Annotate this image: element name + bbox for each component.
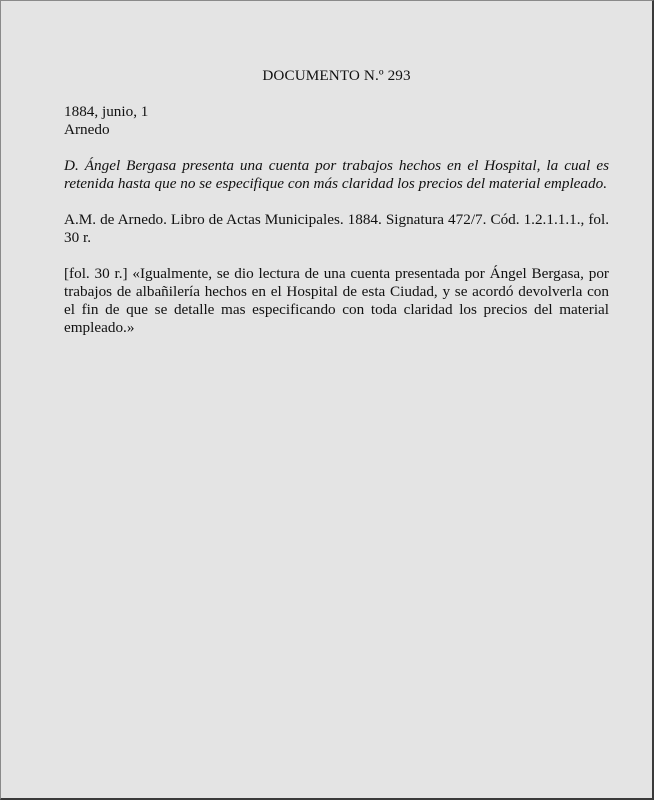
document-date: 1884, junio, 1: [64, 103, 149, 120]
document-summary: D. Ángel Bergasa presenta una cuenta por trabajos hechos en el Hospital, la cual es retenida hasta que no se especifique con más claridad los precios del material empleado.: [64, 157, 609, 192]
archive-source: A.M. de Arnedo. Libro de Actas Municipales. 1884. Signatura 472/7. Cód. 1.2.1.1.1., fol. 30 r.: [64, 211, 609, 246]
date-place-block: [64, 103, 609, 139]
document-title: DOCUMENTO N.º 293: [262, 67, 411, 84]
document-transcription: [fol. 30 r.] «Igualmente, se dio lectura de una cuenta presentada por Ángel Bergasa, por trabajos de albañilería hechos en el Hospital de esta Ciudad, y se acordó devolverla con el fin de que se detalle mas especificando con toda claridad los precios del material empleado.»: [64, 265, 609, 336]
document-place: Arnedo: [64, 121, 110, 138]
document-content: [64, 67, 609, 337]
